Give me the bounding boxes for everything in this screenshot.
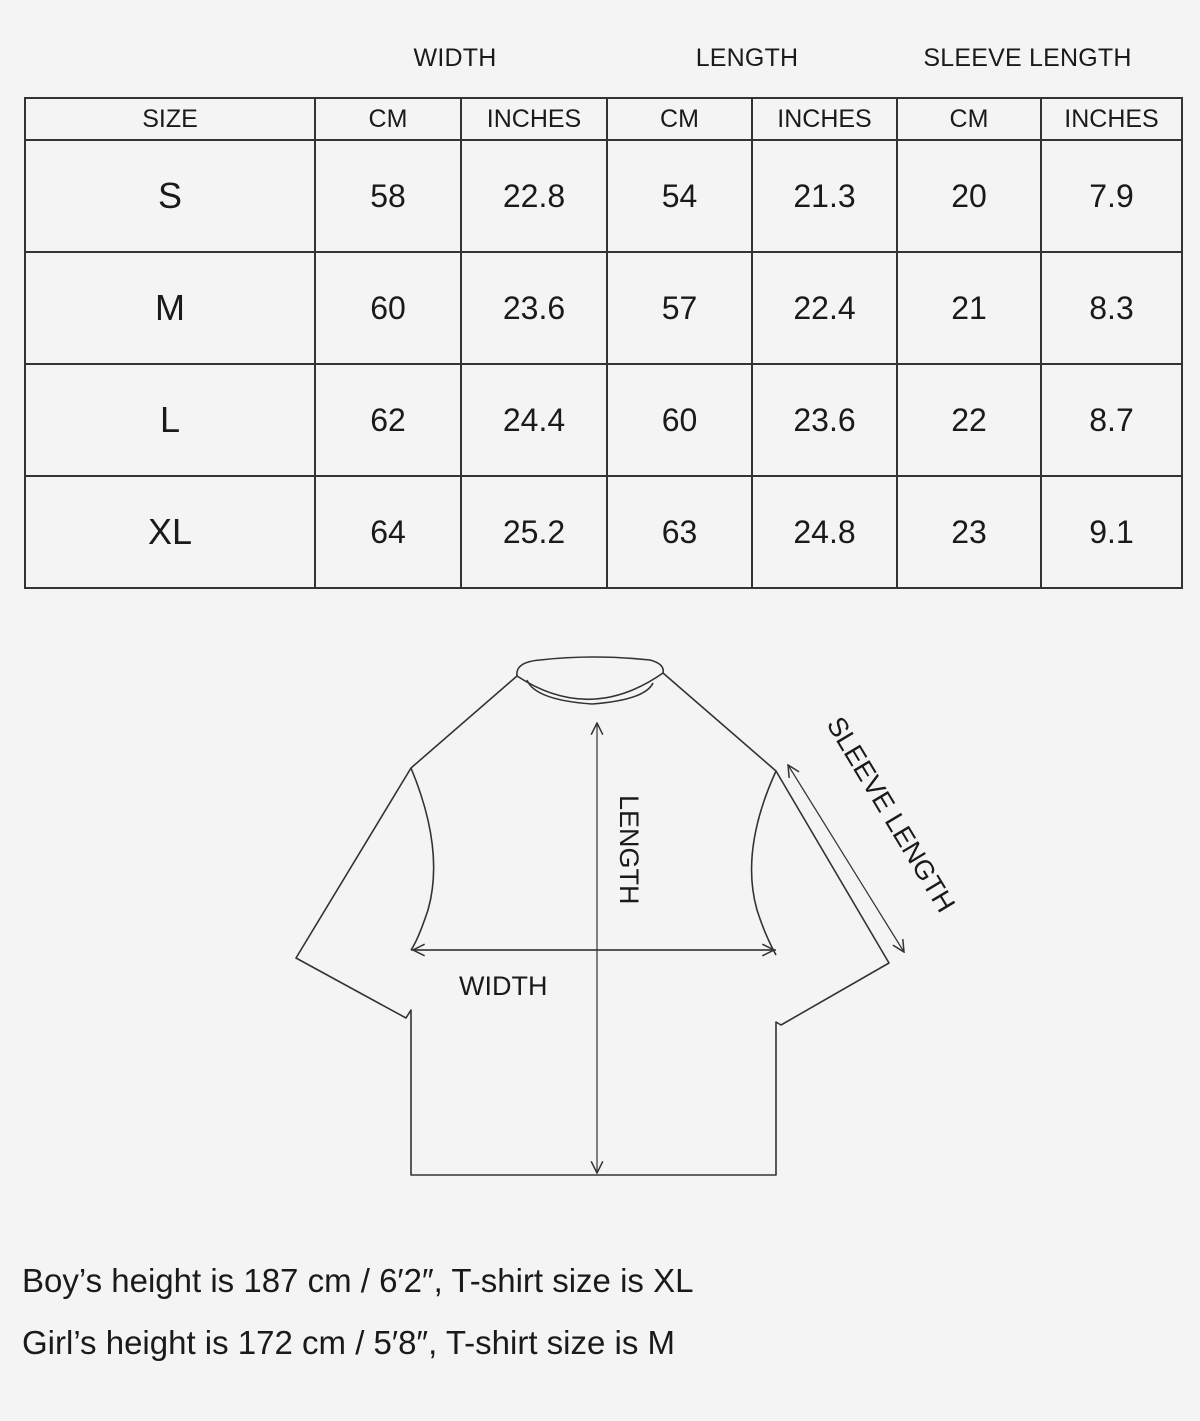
sleeve-length-label: SLEEVE LENGTH <box>820 711 961 918</box>
table-cell: 22 <box>897 364 1041 476</box>
table-row <box>25 476 1182 588</box>
table-cell: 62 <box>315 364 461 476</box>
table-row <box>25 140 1182 252</box>
table-row <box>25 364 1182 476</box>
table-cell: 24.4 <box>461 364 607 476</box>
table-header-row <box>25 98 1182 140</box>
girl-note: Girl’s height is 172 cm / 5′8″, T-shirt size is M <box>22 1324 676 1361</box>
length-label: LENGTH <box>614 795 644 905</box>
table-cell: 8.3 <box>1041 252 1182 364</box>
column-header: INCHES <box>752 98 897 140</box>
column-header: INCHES <box>461 98 607 140</box>
table-cell: 22.4 <box>752 252 897 364</box>
table-cell: 8.7 <box>1041 364 1182 476</box>
table-cell: 20 <box>897 140 1041 252</box>
table-cell: 60 <box>315 252 461 364</box>
table-cell: 25.2 <box>461 476 607 588</box>
table-row <box>25 252 1182 364</box>
size-cell: L <box>25 364 315 476</box>
table-cell: 54 <box>607 140 752 252</box>
column-header: SIZE <box>25 98 315 140</box>
header-width: WIDTH <box>413 44 497 72</box>
tshirt-diagram <box>0 640 1200 1200</box>
table-cell: 22.8 <box>461 140 607 252</box>
size-cell: S <box>25 140 315 252</box>
column-header: INCHES <box>1041 98 1182 140</box>
table-cell: 7.9 <box>1041 140 1182 252</box>
header-length: LENGTH <box>695 44 799 72</box>
table-cell: 21 <box>897 252 1041 364</box>
column-header: CM <box>315 98 461 140</box>
table-cell: 24.8 <box>752 476 897 588</box>
size-table <box>24 97 1183 589</box>
column-header: CM <box>897 98 1041 140</box>
header-sleeve-length: SLEEVE LENGTH <box>923 44 1132 72</box>
table-cell: 21.3 <box>752 140 897 252</box>
size-cell: XL <box>25 476 315 588</box>
table-cell: 58 <box>315 140 461 252</box>
table-cell: 9.1 <box>1041 476 1182 588</box>
table-cell: 63 <box>607 476 752 588</box>
table-cell: 60 <box>607 364 752 476</box>
column-header: CM <box>607 98 752 140</box>
table-cell: 57 <box>607 252 752 364</box>
table-cell: 23.6 <box>461 252 607 364</box>
fit-notes <box>22 1250 693 1374</box>
tshirt-outline-icon <box>296 657 889 1175</box>
size-cell: M <box>25 252 315 364</box>
table-cell: 23.6 <box>752 364 897 476</box>
table-cell: 64 <box>315 476 461 588</box>
table-cell: 23 <box>897 476 1041 588</box>
boy-note: Boy’s height is 187 cm / 6′2″, T-shirt size is XL <box>22 1262 694 1299</box>
width-label: WIDTH <box>459 971 548 1001</box>
